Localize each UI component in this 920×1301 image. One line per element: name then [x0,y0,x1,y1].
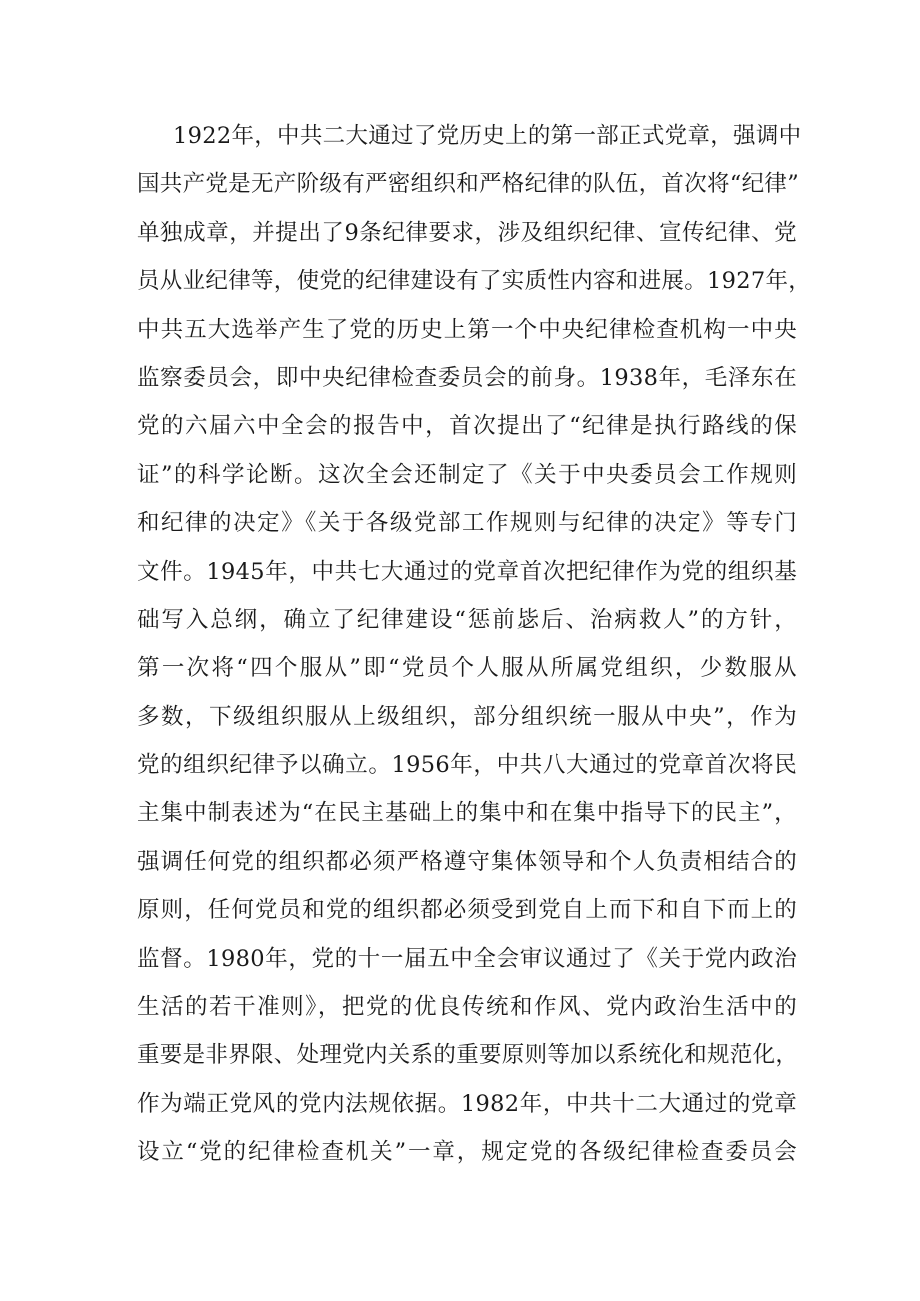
paragraph-line: 设立“党的纪律检查机关”一章，规定党的各级纪律检查委员会 [137,1139,797,1166]
paragraph-line: 础写入总纲，确立了纪律建设“惩前毖后、治病救人”的方针， [137,606,797,633]
paragraph-line: 生活的若干准则》，把党的优良传统和作风、党内政治生活中的 [137,994,797,1021]
paragraph-line: 原则，任何党员和党的组织都必须受到党自上而下和自下而上的 [137,897,797,924]
paragraph-line: 单独成章，并提出了9条纪律要求，涉及组织纪律、宣传纪律、党 [137,219,797,246]
paragraph-line: 作为端正党风的党内法规依据。1982年，中共十二大通过的党章 [137,1090,797,1117]
paragraph-line: 监督。1980年，党的十一届五中全会审议通过了《关于党内政治 [137,945,797,972]
paragraph-line: 文件。1945年，中共七大通过的党章首次把纪律作为党的组织基 [137,558,797,585]
paragraph-line: 和纪律的决定》《关于各级党部工作规则与纪律的决定》等专门 [137,510,797,537]
body-paragraph [137,112,812,1177]
paragraph-line: 主集中制表述为“在民主基础上的集中和在集中指导下的民主”， [137,800,797,827]
paragraph-line: 重要是非界限、处理党内关系的重要原则等加以系统化和规范化， [137,1042,799,1069]
paragraph-line: 国共产党是无产阶级有严密组织和严格纪律的队伍，首次将“纪律” [137,171,800,198]
paragraph-line: 第一次将“四个服从”即“党员个人服从所属党组织，少数服从 [137,655,797,682]
paragraph-line: 证”的科学论断。这次全会还制定了《关于中央委员会工作规则 [137,461,797,488]
paragraph-line: 党的组织纪律予以确立。1956年，中共八大通过的党章首次将民 [137,752,797,779]
paragraph-line: 中共五大选举产生了党的历史上第一个中央纪律检查机构一中央 [137,316,797,343]
paragraph-line: 监察委员会，即中央纪律检查委员会的前身。1938年，毛泽东在 [137,364,797,391]
paragraph-line: 党的六届六中全会的报告中，首次提出了“纪律是执行路线的保 [137,413,797,440]
paragraph-line: 员从业纪律等，使党的纪律建设有了实质性内容和进展。1927年， [137,268,812,295]
paragraph-line: 1922年，中共二大通过了党历史上的第一部正式党章，强调中 [173,123,802,149]
paragraph-line: 强调任何党的组织都必须严格遵守集体领导和个人负责相结合的 [137,848,797,875]
paragraph-line: 多数，下级组织服从上级组织，部分组织统一服从中央”，作为 [137,703,797,730]
